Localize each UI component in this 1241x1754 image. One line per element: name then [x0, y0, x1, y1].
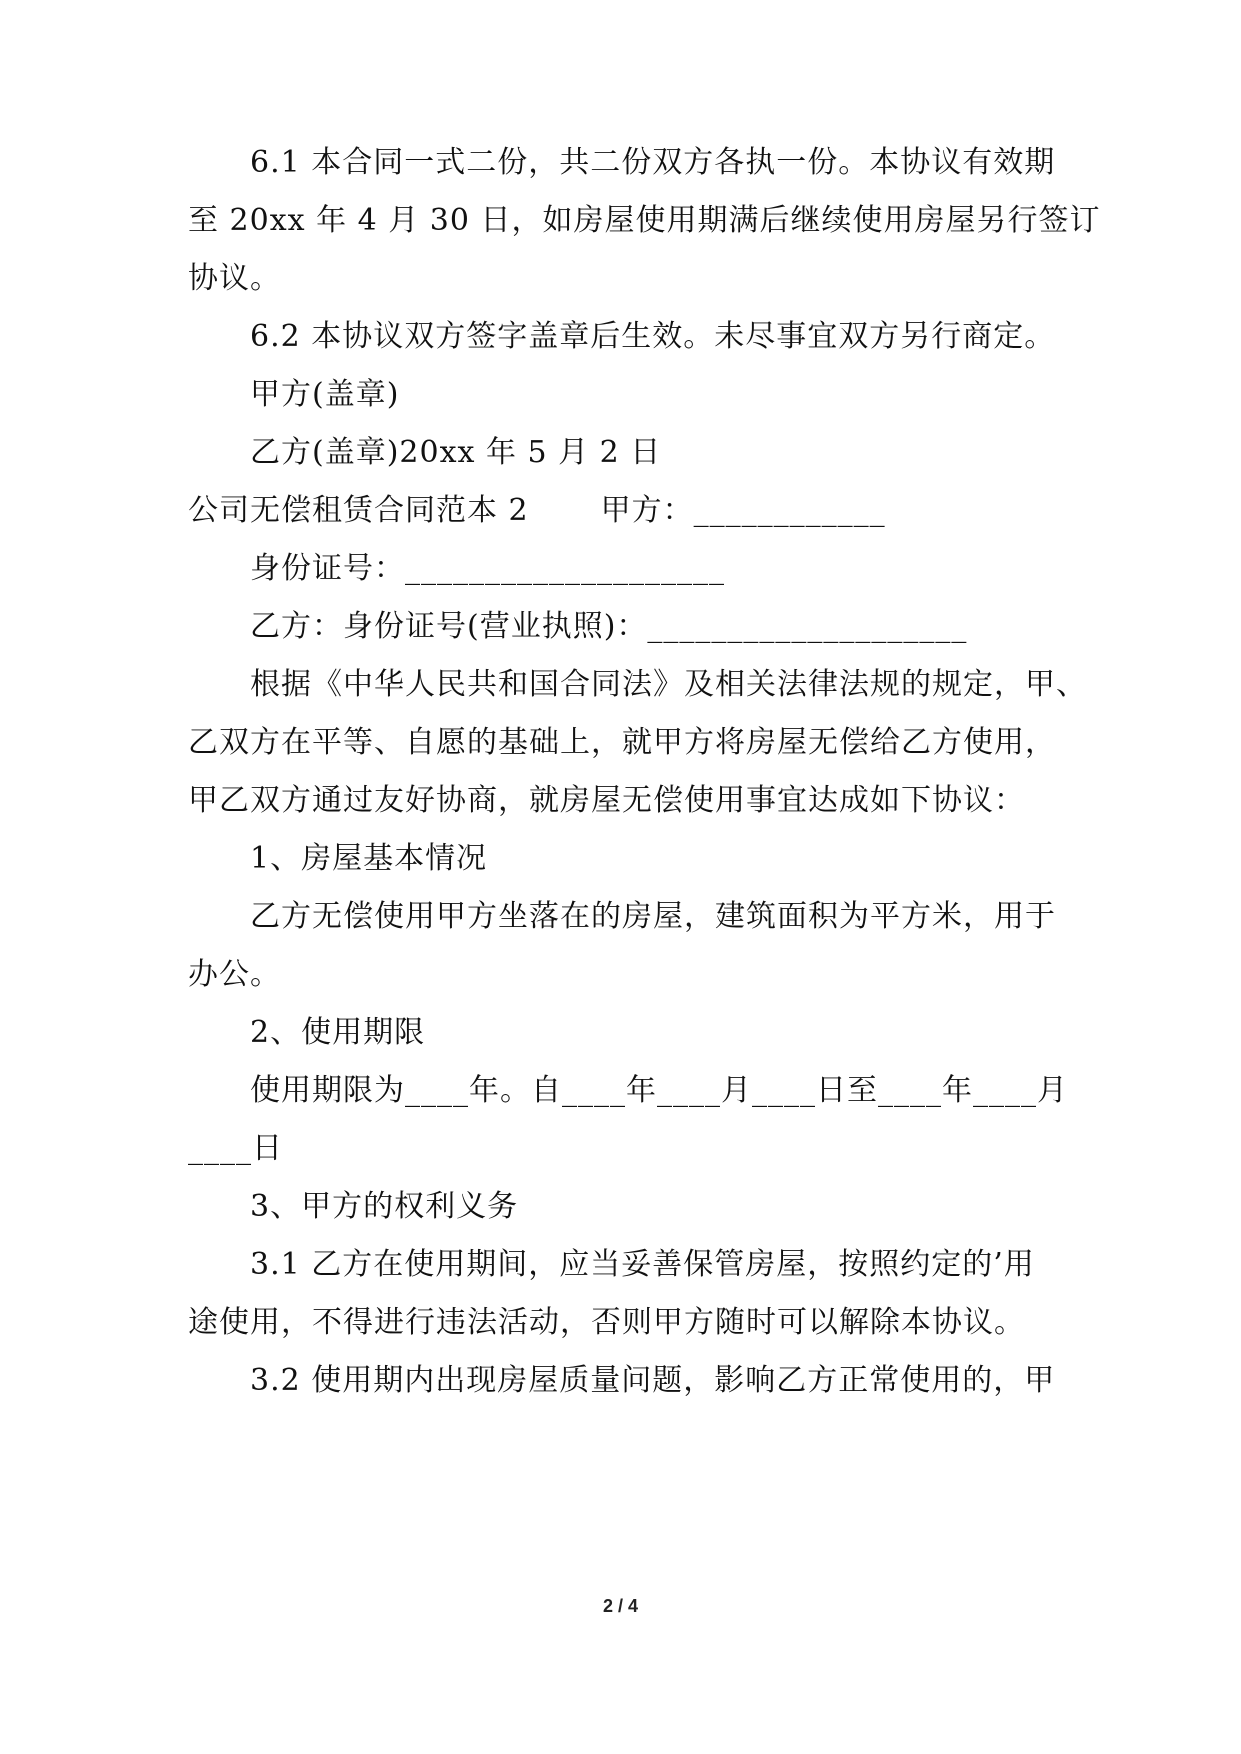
- contract-title-line: [188, 491, 1068, 531]
- paragraph-line: 至 20xx 年 4 月 30 日，如房屋使用期满后继续使用房屋另行签订: [188, 203, 1101, 238]
- contract-title: 公司无偿租赁合同范本 2: [188, 493, 529, 528]
- party-a-field: 甲方：____________: [600, 493, 886, 528]
- paragraph-line: 甲乙双方通过友好协商，就房屋无偿使用事宜达成如下协议：: [188, 783, 1025, 818]
- paragraph-line: 办公。: [188, 957, 281, 992]
- page-number: 2 / 4: [602, 1596, 639, 1616]
- paragraph-line: 根据《中华人民共和国合同法》及相关法律法规的规定，甲、: [250, 667, 1087, 702]
- paragraph-line: 3.2 使用期内出现房屋质量问题，影响乙方正常使用的，甲: [250, 1363, 1056, 1398]
- paragraph-line: 协议。: [188, 261, 281, 296]
- section-heading: 1、房屋基本情况: [250, 841, 488, 876]
- section-heading: 3、甲方的权利义务: [250, 1189, 519, 1224]
- paragraph-line: 乙双方在平等、自愿的基础上，就甲方将房屋无偿给乙方使用，: [188, 725, 1056, 760]
- paragraph-line: 3.1 乙方在使用期间，应当妥善保管房屋，按照约定的’用: [250, 1247, 1035, 1282]
- party-b-id-field: 乙方：身份证号(营业执照)：____________________: [250, 609, 968, 644]
- paragraph-line: 6.1 本合同一式二份，共二份双方各执一份。本协议有效期: [250, 145, 1056, 180]
- paragraph-line: ____日: [188, 1131, 283, 1166]
- paragraph-line: 6.2 本协议双方签字盖章后生效。未尽事宜双方另行商定。: [250, 319, 1056, 354]
- paragraph-line: 途使用，不得进行违法活动，否则甲方随时可以解除本协议。: [188, 1305, 1025, 1340]
- paragraph-line: 使用期限为____年。自____年____月____日至____年____月: [250, 1073, 1068, 1108]
- id-number-field: 身份证号：____________________: [250, 551, 725, 586]
- party-b-seal-date-line: 乙方(盖章)20xx 年 5 月 2 日: [250, 435, 662, 470]
- paragraph-line: 乙方无偿使用甲方坐落在的房屋，建筑面积为平方米，用于: [250, 899, 1056, 934]
- party-a-seal-line: 甲方(盖章): [250, 377, 400, 412]
- section-heading: 2、使用期限: [250, 1015, 426, 1050]
